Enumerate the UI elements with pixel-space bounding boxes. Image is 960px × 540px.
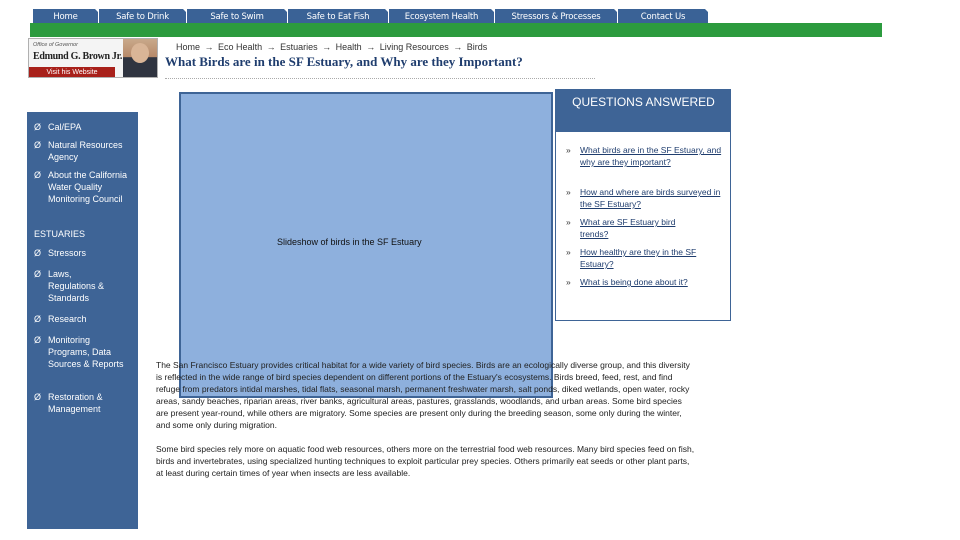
governor-office-label: Office of Governor (33, 42, 78, 48)
sidebar-item-label: Restoration & Management (48, 392, 103, 414)
sidebar-section-heading: ESTUARIES (34, 229, 86, 239)
slideshow-caption: Slideshow of birds in the SF Estuary (277, 237, 422, 247)
chevron-right-icon: » (566, 187, 571, 197)
body-paragraph: The San Francisco Estuary provides critical habitat for a wide variety of bird species. Birds are an ecologically diverse group, and this diversity is reflected in the wide range of bird species dependent on different portions of the Estuary's ecosystems. Birds breed, feed, rest, and find refuge from predators intidal marshes, tidal flats, seasonal marsh, permanent freshwater marsh, salt ponds, diked wetlands, open water, rocky areas, sandy beaches, riparian areas, river banks, agricultural areas, pastures, grasslands, woodlands, and urban areas. Some bird species are present year-round, while others are migratory. Some species are present only during the breeding season, some only during the winter, and some only during migration. (156, 360, 690, 430)
question-link[interactable]: How healthy are they in the SF Estuary? (580, 247, 697, 269)
sidebar-item-label: About the California Water Quality Monitoring Council (48, 170, 128, 204)
sidebar-item-stressors[interactable] (34, 247, 134, 259)
sidebar-item-label: Natural Resources Agency (48, 140, 123, 162)
sidebar-item-laws[interactable] (34, 268, 134, 304)
bullet-arrow-icon: Ø (34, 140, 42, 150)
breadcrumb-health[interactable]: Health (335, 42, 362, 52)
bullet-arrow-icon: Ø (34, 248, 42, 258)
bullet-arrow-icon: Ø (34, 314, 42, 324)
bullet-arrow-icon: Ø (34, 122, 42, 132)
sidebar-item-label: Laws, Regulations & Standards (48, 269, 105, 303)
sidebar-item-calepa[interactable] (34, 121, 134, 133)
question-item (566, 216, 724, 240)
breadcrumb-home[interactable]: Home (176, 42, 201, 52)
header-bar-gap (0, 23, 30, 37)
questions-header: QUESTIONS ANSWERED (556, 90, 731, 132)
question-link[interactable]: What birds are in the SF Estuary, and why are they important? (580, 145, 722, 167)
arrow-right-icon: → (266, 42, 276, 52)
tab-safe-to-eat-fish[interactable]: Safe to Eat Fish (288, 9, 389, 25)
question-item (566, 144, 724, 168)
breadcrumb-living-resources[interactable]: Living Resources (379, 42, 449, 52)
sidebar-item-label: Stressors (48, 248, 87, 258)
breadcrumb-birds[interactable]: Birds (466, 42, 488, 52)
arrow-right-icon: → (322, 42, 332, 52)
title-divider (165, 78, 595, 79)
chevron-right-icon: » (566, 145, 571, 155)
body-paragraph: Some bird species rely more on aquatic food web resources, others more on the terrestrial food web resources. Many bird species feed on fish, birds and invertebrates, using specialized hunting techniques to exploit particular prey species. Others primarily eat seeds or other plant parts, at least during certain times of year when insects are less available. (156, 444, 695, 478)
breadcrumb-estuaries[interactable]: Estuaries (280, 42, 318, 52)
sidebar-item-label: Monitoring Programs, Data Sources & Reports (48, 335, 124, 369)
governor-photo (123, 39, 157, 78)
sidebar-item-restoration[interactable] (34, 391, 134, 415)
sidebar-item-research[interactable] (34, 313, 134, 325)
chevron-right-icon: » (566, 277, 571, 287)
governor-banner[interactable] (28, 38, 158, 78)
sidebar-item-label: Cal/EPA (48, 122, 82, 132)
chevron-right-icon: » (566, 247, 571, 257)
green-header-bar (0, 23, 882, 37)
tab-home[interactable]: Home (33, 9, 99, 25)
bird-slideshow[interactable] (179, 92, 553, 398)
breadcrumb (176, 42, 489, 52)
question-link[interactable]: What is being done about it? (580, 277, 688, 287)
bullet-arrow-icon: Ø (34, 392, 42, 402)
question-link[interactable]: What are SF Estuary bird trends? (580, 217, 676, 239)
tab-safe-to-swim[interactable]: Safe to Swim (187, 9, 288, 25)
question-link[interactable]: How and where are birds surveyed in the SF Estuary? (580, 187, 721, 209)
article-body (156, 359, 696, 491)
questions-panel (555, 89, 731, 321)
tab-stressors-processes[interactable]: Stressors & Processes (495, 9, 618, 25)
bullet-arrow-icon: Ø (34, 269, 42, 279)
breadcrumb-eco-health[interactable]: Eco Health (218, 42, 263, 52)
arrow-right-icon: → (204, 42, 214, 52)
visit-website-link[interactable]: Visit his Website (29, 67, 115, 78)
sidebar-item-monitoring[interactable] (34, 334, 134, 370)
page-title: What Birds are in the SF Estuary, and Why are they Important? (165, 54, 523, 69)
tab-ecosystem-health[interactable]: Ecosystem Health (389, 9, 495, 25)
left-sidebar (27, 112, 138, 529)
sidebar-item-label: Research (48, 314, 87, 324)
bullet-arrow-icon: Ø (34, 335, 42, 345)
question-item (566, 186, 724, 210)
question-item (566, 246, 724, 270)
arrow-right-icon: → (366, 42, 376, 52)
arrow-right-icon: → (453, 42, 463, 52)
tab-contact-us[interactable]: Contact Us (618, 9, 709, 25)
sidebar-item-about-council[interactable] (34, 169, 134, 205)
question-item (566, 276, 724, 288)
chevron-right-icon: » (566, 217, 571, 227)
governor-name: Edmund G. Brown Jr. (33, 51, 123, 62)
sidebar-item-natural-resources[interactable] (34, 139, 134, 163)
tab-safe-to-drink[interactable]: Safe to Drink (99, 9, 187, 25)
bullet-arrow-icon: Ø (34, 170, 42, 180)
